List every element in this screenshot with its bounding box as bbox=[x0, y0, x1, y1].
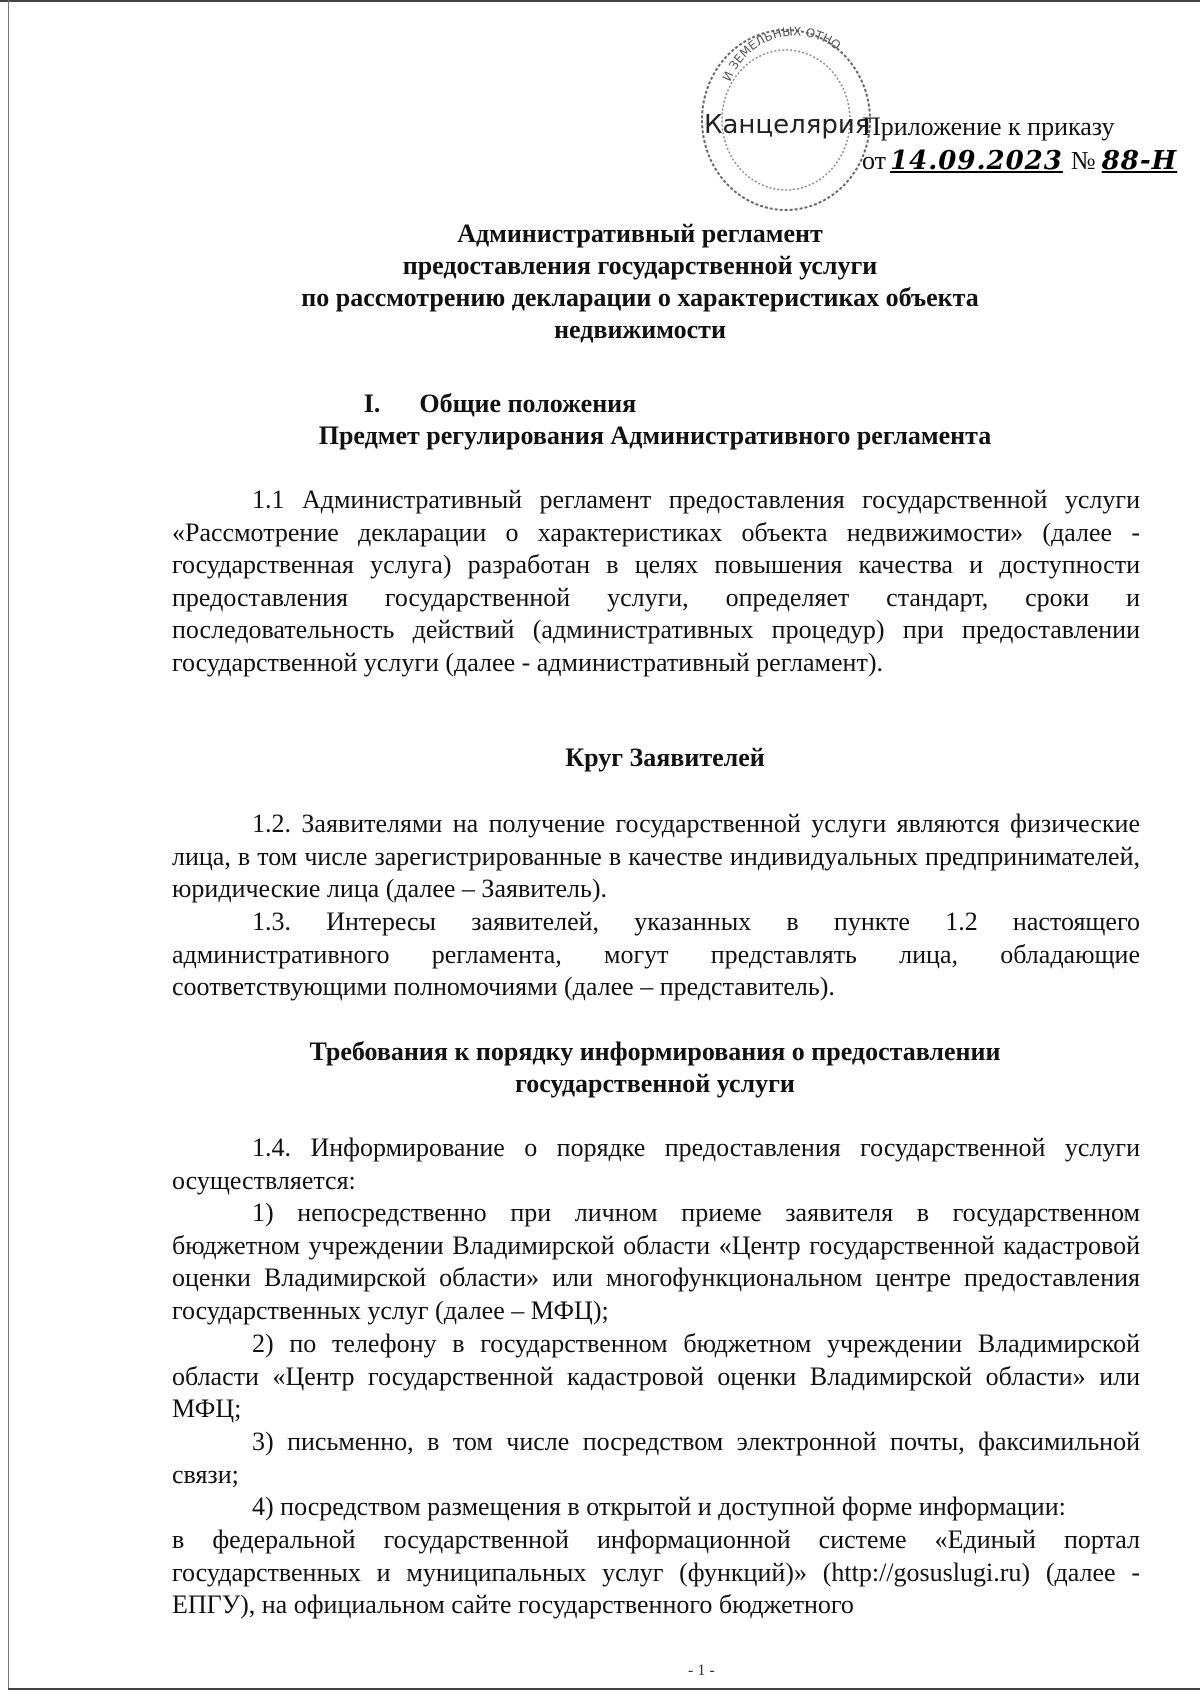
annex-date-number bbox=[862, 144, 1177, 178]
list-item-4-continuation: в федеральной государственной информационной системе «Единый портал государственных и муниципальных услуг (функций)» (http://gosuslugi.ru) (далее - ЕПГУ), на официальном сайте государственного бюджетного bbox=[172, 1525, 1140, 1619]
list-item-3: 3) письменно, в том числе посредством электронной почты, факсимильной связи; bbox=[172, 1427, 1140, 1489]
title-line-3: по рассмотрению декларации о характеристиках объекта bbox=[301, 283, 979, 312]
paragraph-1-2: 1.2. Заявителями на получение государственной услуги являются физические лица, в том числе зарегистрированные в качестве индивидуальных предпринимателей, юридические лица (далее – Заявитель). bbox=[172, 809, 1140, 903]
svg-text:И ЗЕМЕЛЬНЫХ ОТНО bbox=[720, 24, 843, 83]
annex-line: Приложение к приказу bbox=[862, 112, 1115, 141]
annex-date: 14.09.2023 bbox=[890, 146, 1063, 176]
section-subheading-1: Предмет регулирования Административного регламента bbox=[318, 421, 992, 450]
section-heading-3 bbox=[160, 1036, 1150, 1100]
title-line-1: Административный регламент bbox=[457, 219, 823, 248]
paragraph-1-1: 1.1 Административный регламент предоставления государственной услуги «Рассмотрение декларации о характеристиках объекта недвижимости» (далее - государственная услуга) разработан в целях повышения качества и доступности предоставления государственной услуги, определяет стандарт, сроки и последовательность действий (административных процедур) при предоставлении государственной услуги (далее - административный регламент). bbox=[172, 485, 1140, 677]
annex-number: 88-Н bbox=[1101, 146, 1178, 176]
scan-border-bottom bbox=[8, 1688, 1200, 1690]
scan-border-left bbox=[8, 0, 9, 1690]
paragraph-1-3: 1.3. Интересы заявителей, указанных в пункте 1.2 настоящего административного регламента, могут представлять лица, обладающие соответствующими полномочиями (далее – представитель). bbox=[172, 907, 1140, 1001]
title-line-2: предоставления государственной услуги bbox=[402, 251, 878, 280]
title-line-4: недвижимости bbox=[554, 315, 726, 344]
paragraph-1-4: 1.4. Информирование о порядке предоставления государственной услуги осуществляется: bbox=[172, 1133, 1140, 1195]
document-title bbox=[140, 218, 1140, 346]
section-heading-3-line-1: Требования к порядку информирования о предоставлении bbox=[309, 1037, 1001, 1066]
section-heading-3-line-2: государственной услуги bbox=[515, 1069, 795, 1098]
list-item-2: 2) по телефону в государственном бюджетном учреждении Владимирской области «Центр государственной кадастровой оценки Владимирской области» или МФЦ; bbox=[172, 1329, 1140, 1423]
page-number: - 1 - bbox=[688, 1662, 715, 1679]
annex-block bbox=[862, 110, 1177, 178]
stamp-label: Канцелярия bbox=[704, 110, 871, 140]
scan-border-top bbox=[0, 0, 1200, 2]
annex-from-label: от bbox=[862, 146, 887, 175]
stamp-ring-text: И ЗЕМЕЛЬНЫХ ОТНО bbox=[719, 24, 844, 84]
list-item-4: 4) посредством размещения в открытой и доступной форме информации: bbox=[252, 1492, 1066, 1521]
section-heading-1: I. Общие положения bbox=[363, 389, 637, 418]
section-heading-2: Круг Заявителей bbox=[565, 743, 765, 772]
annex-number-label: № bbox=[1070, 146, 1096, 175]
list-item-1: 1) непосредственно при личном приеме заявителя в государственном бюджетном учреждении Владимирской области «Центр государственной кадастровой оценки Владимирской области» или многофункциональном центре предоставления государственных услуг (далее – МФЦ); bbox=[172, 1198, 1140, 1325]
